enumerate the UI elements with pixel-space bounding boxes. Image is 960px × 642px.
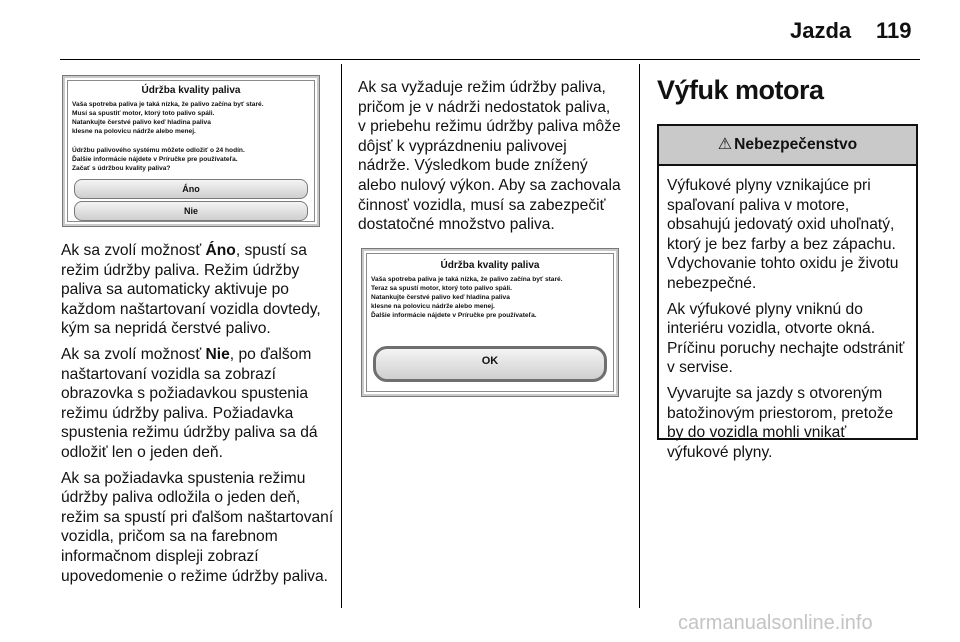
screen-title: Údržba kvality paliva	[440, 260, 540, 271]
paragraph: Ak sa zvolí možnosť Áno, spustí sa režim údržby paliva. Režim údržby paliva sa automaticky aktivuje po každom naštartovaní vozidla dovtedy, kým sa nepridá čerstvé palivo.	[61, 242, 321, 338]
column-divider-2	[639, 64, 640, 608]
screen-text-line: Vaša spotreba paliva je taká nízka, že palivo začína byť staré.	[72, 101, 264, 108]
column-divider-1	[341, 64, 342, 608]
warning-title: Nebezpečenstvo	[734, 136, 858, 153]
header-title: Jazda	[790, 18, 852, 43]
paragraph: Ak sa požiadavka spustenia režimu údržby paliva odložila o jeden deň, režim sa spustí pri ďalšom naštartovaní vozidla, pričom sa na farebnom informačnom displeji zobrazí upovedomenie o režime údržby paliva.	[61, 469, 334, 585]
screen-frame	[366, 253, 614, 392]
no-button: Nie	[74, 201, 308, 221]
warning-triangle-icon: ⚠	[717, 136, 733, 153]
screen-frame	[67, 80, 315, 222]
screen-title: Údržba kvality paliva	[141, 85, 241, 96]
paragraph: Ak výfukové plyny vniknú do interiéru vozidla, otvorte okná. Príčinu poruchy nechajte odstrániť v servise.	[667, 300, 905, 377]
screen-text-line: Vaša spotreba paliva je taká nízka, že palivo začína byť staré.	[371, 276, 563, 283]
page-number: 119	[876, 18, 912, 43]
paragraph: Vyvarujte sa jazdy s otvoreným batožinovým priestorom, pretože by do vozidla mohli vnikať výfukové plyny.	[667, 384, 894, 461]
screen-text-line: Ďalšie informácie nájdete v Príručke pre používateľa.	[371, 312, 537, 319]
paragraph: Ak sa vyžaduje režim údržby paliva, pričom je v nádrži nedostatok paliva, v priebehu režimu údržby paliva môže dôjsť k vyprázdneniu palivovej nádrže. Výsledkom bude znížený alebo nulový výkon. Aby sa zachovala činnosť vozidla, musí sa zabezpečiť dostatočné množstvo paliva.	[358, 79, 621, 234]
warning-header	[659, 126, 916, 166]
fuel-maintenance-screen-image	[62, 75, 320, 227]
screen-text-line: Ďalšie informácie nájdete v Príručke pre používateľa.	[72, 156, 238, 163]
paragraph: Ak sa zvolí možnosť Nie, po ďalšom naštartovaní vozidla sa zobrazí obrazovka s požiadavkou spustenia režimu údržby paliva. Požiadavka spustenia režimu údržby paliva sa dá odložiť len o jeden deň.	[61, 345, 318, 461]
warning-body	[659, 166, 916, 462]
column-1-text	[61, 241, 336, 592]
watermark: carmanualsonline.info	[678, 612, 873, 634]
ok-button: OK	[373, 346, 607, 382]
screen-text-line: klesne na polovicu nádrže alebo menej.	[72, 128, 196, 135]
option-no-label: Nie	[205, 345, 230, 363]
header-divider	[60, 59, 920, 60]
screen-text-line: Natankujte čerstvé palivo keď hladina paliva	[72, 119, 211, 126]
screen-text-line: Teraz sa spustí motor, ktorý toto palivo spáli.	[371, 285, 512, 292]
yes-button: Áno	[74, 179, 308, 199]
screen-text-line: Natankujte čerstvé palivo keď hladina paliva	[371, 294, 510, 301]
screen-text-line: Musí sa spustiť motor, ktorý toto palivo spáli.	[72, 110, 215, 117]
screen-text-line: klesne na polovicu nádrže alebo menej.	[371, 303, 495, 310]
section-title: Výfuk motora	[657, 75, 824, 105]
paragraph: Výfukové plyny vznikajúce pri spaľovaní paliva v motore, obsahujú jedovatý oxid uhoľnatý, ktorý je bez farby a bez zápachu. Vdychovanie tohto oxidu je životu nebezpečné.	[667, 177, 899, 292]
danger-warning-box	[657, 124, 918, 461]
fuel-maintenance-notice-screen-image	[361, 248, 619, 397]
option-yes-label: Áno	[205, 242, 236, 259]
screen-text-line: Začať s údržbou kvality paliva?	[72, 165, 171, 172]
column-2-text	[358, 78, 622, 241]
screen-text-line: Údržbu palivového systému môžete odložiť o 24 hodín.	[72, 147, 245, 154]
